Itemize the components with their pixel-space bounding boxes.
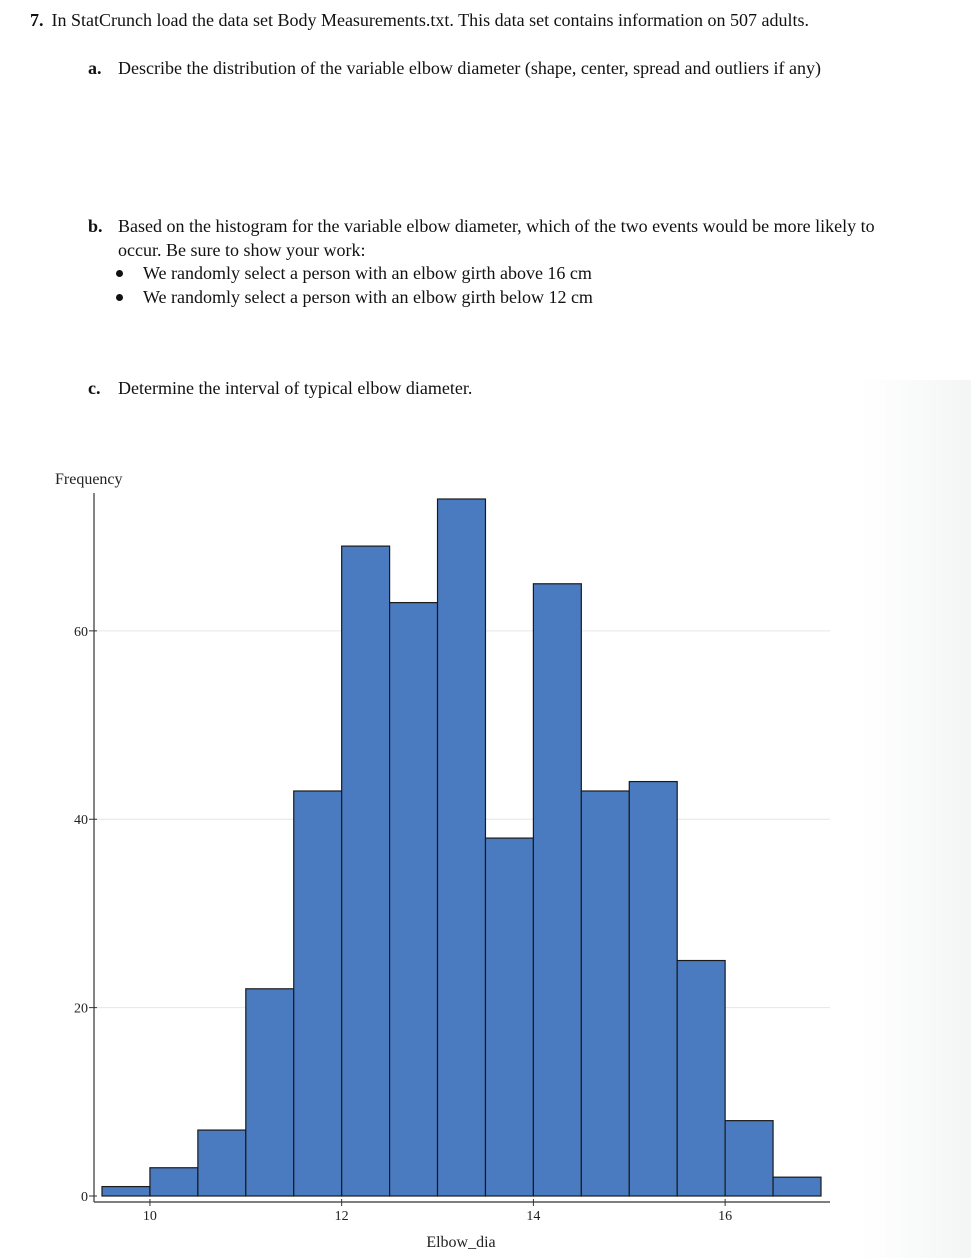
x-tick-label: 16: [718, 1209, 733, 1224]
x-tick-label: 12: [334, 1209, 349, 1224]
y-tick-label: 0: [81, 1190, 88, 1205]
histogram-chart: [0, 455, 971, 1255]
part-c: [88, 376, 472, 400]
part-b-letter: b.: [88, 216, 103, 236]
y-tick-label: 40: [74, 813, 88, 829]
histogram-bar: [390, 603, 438, 1196]
y-tick-label: 60: [74, 624, 88, 640]
x-tick-label: 10: [142, 1209, 157, 1224]
y-tick-label: 20: [74, 1001, 88, 1017]
part-b-text-line1: Based on the histogram for the variable elbow diameter, which of the two events would be more likely to: [118, 216, 875, 236]
y-axis-label: Frequency: [55, 471, 123, 488]
histogram-bar: [438, 499, 486, 1196]
histogram-bar: [533, 584, 581, 1196]
histogram-bar: [102, 1187, 150, 1196]
histogram-bar: [246, 989, 294, 1196]
part-c-text: Determine the interval of typical elbow diameter.: [118, 378, 473, 398]
bullet-text: We randomly select a person with an elbow girth above 16 cm: [143, 263, 592, 283]
x-axis-label: Elbow_dia: [426, 1234, 496, 1251]
part-a-text: Describe the distribution of the variable elbow diameter (shape, center, spread and outliers if any): [118, 58, 822, 78]
question-text: In StatCrunch load the data set Body Measurements.txt. This data set contains information on 507 adults.: [51, 10, 810, 30]
x-tick-label: 14: [526, 1209, 541, 1224]
histogram-bar: [677, 961, 725, 1196]
histogram-bar: [198, 1130, 246, 1196]
part-a: [88, 56, 821, 80]
question-number: 7.: [30, 10, 44, 30]
question-header: [30, 10, 809, 31]
bullet-item: [112, 261, 593, 285]
histogram-bar: [773, 1177, 821, 1196]
part-b-bullets: [112, 261, 593, 309]
histogram-bar: [342, 546, 390, 1196]
bullet-icon: [116, 294, 123, 301]
histogram-bar: [629, 782, 677, 1196]
bullet-icon: [116, 270, 123, 277]
bullet-text: We randomly select a person with an elbow girth below 12 cm: [143, 287, 593, 307]
bars: [102, 499, 821, 1196]
part-c-letter: c.: [88, 378, 101, 398]
bullet-item: [112, 285, 593, 309]
histogram-bar: [150, 1168, 198, 1196]
histogram-bar: [581, 791, 629, 1196]
part-a-letter: a.: [88, 58, 102, 78]
part-b-text-line2: occur. Be sure to show your work:: [118, 240, 366, 260]
part-b: [88, 214, 958, 262]
histogram-bar: [725, 1121, 773, 1196]
histogram-bar: [294, 791, 342, 1196]
histogram-bar: [485, 838, 533, 1196]
